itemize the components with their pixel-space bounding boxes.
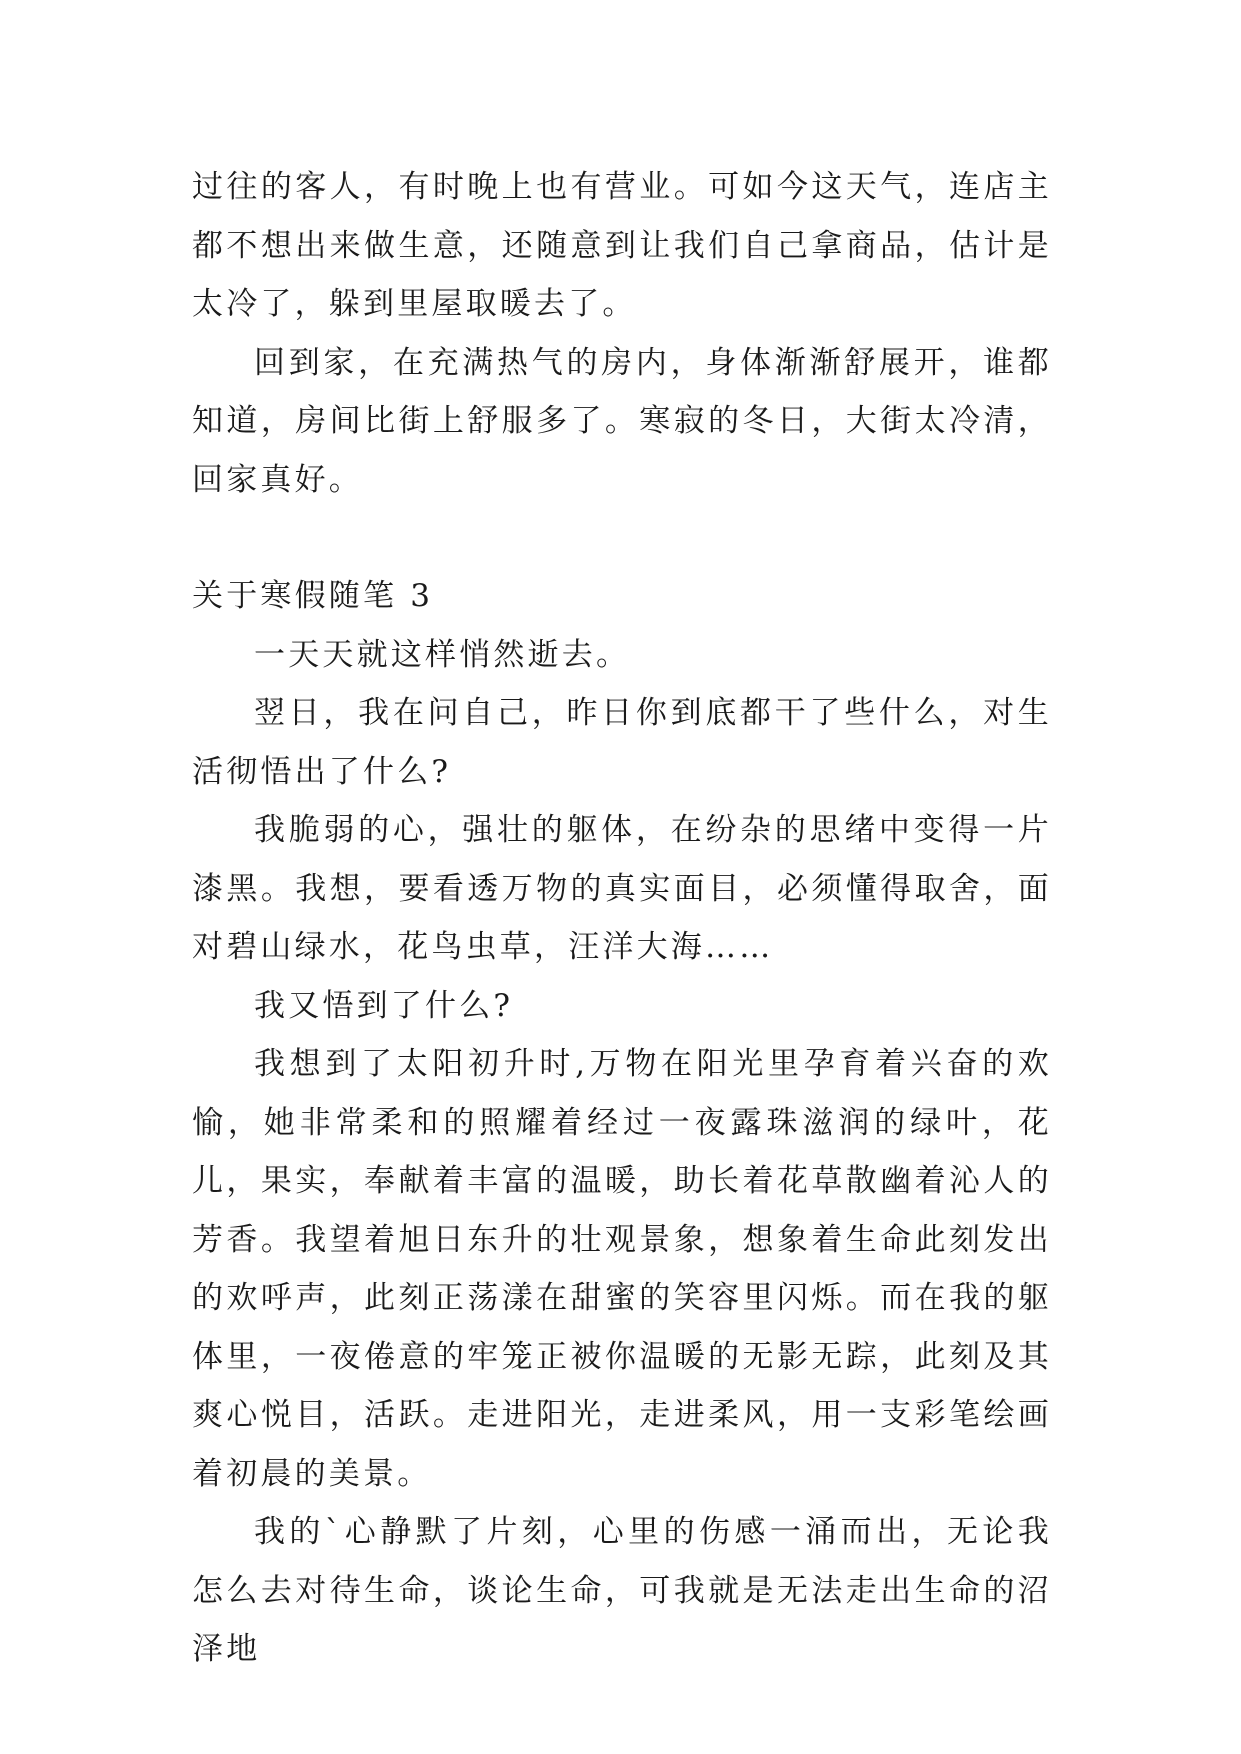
paragraph: 我的`心静默了片刻，心里的伤感一涌而出，无论我怎么去对待生命，谈论生命，可我就是无法走出生命的沼泽地 [192, 1514, 1052, 1667]
paragraph: 我脆弱的心，强壮的躯体，在纷杂的思绪中变得一片漆黑。我想，要看透万物的真实面目，必须懂得取舍，面对碧山绿水，花鸟虫草，汪洋大海…… [192, 812, 1052, 965]
section-title: 关于寒假随笔 3 [192, 578, 434, 614]
paragraph: 回到家，在充满热气的房内，身体渐渐舒展开，谁都知道，房间比街上舒服多了。寒寂的冬日，大街太冷清，回家真好。 [192, 344, 1052, 498]
document-body [192, 158, 1052, 1679]
paragraph-continued: 过往的客人，有时晚上也有营业。可如今这天气，连店主都不想出来做生意，还随意到让我们自己拿商品，估计是太冷了，躲到里屋取暖去了。 [192, 169, 1052, 322]
paragraph: 翌日，我在问自己，昨日你到底都干了些什么，对生活彻悟出了什么? [192, 695, 1052, 790]
paragraph: 我又悟到了什么? [254, 987, 514, 1024]
paragraph: 一天天就这样悄然逝去。 [254, 636, 631, 673]
paragraph: 我想到了太阳初升时,万物在阳光里孕育着兴奋的欢愉，她非常柔和的照耀着经过一夜露珠滋润的绿叶，花儿，果实，奉献着丰富的温暖，助长着花草散幽着沁人的芳香。我望着旭日东升的壮观景象，想象着生命此刻发出的欢呼声，此刻正荡漾在甜蜜的笑容里闪烁。而在我的躯体里，一夜倦意的牢笼正被你温暖的无影无踪，此刻及其爽心悦目，活跃。走进阳光，走进柔风，用一支彩笔绘画着初晨的美景。 [192, 1046, 1052, 1492]
